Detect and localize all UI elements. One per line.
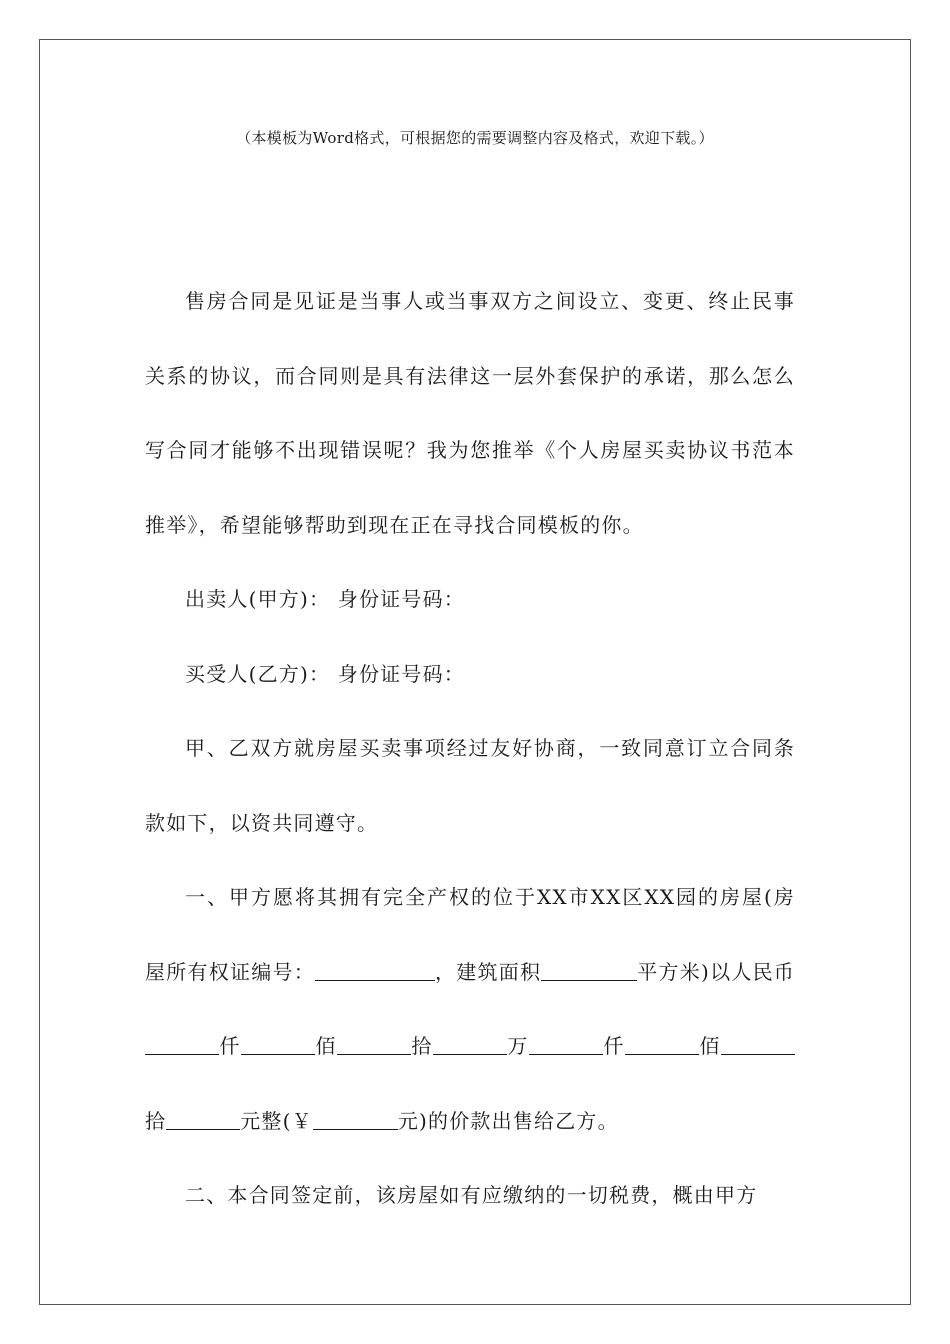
unit-bai: 佰	[315, 1034, 337, 1058]
clause-1-text-d: 元整(￥	[240, 1108, 313, 1133]
unit-wan: 万	[507, 1034, 529, 1058]
unit-qian-2: 仟	[603, 1034, 625, 1058]
price-bai-wan-blank[interactable]	[241, 1034, 315, 1055]
price-yuan-blank[interactable]	[166, 1109, 240, 1130]
floor-area-blank[interactable]	[541, 960, 637, 981]
clause-2: 二、本合同签定前，该房屋如有应缴纳的一切税费，概由甲方	[185, 1183, 758, 1207]
price-wan-blank[interactable]	[433, 1034, 507, 1055]
price-shi-blank[interactable]	[721, 1034, 795, 1055]
clause-1-text-c: 平方米)以人民币	[637, 959, 796, 984]
clause-1	[145, 860, 795, 1158]
template-notice: （本模板为Word格式，可根据您的需要调整内容及格式，欢迎下载。）	[236, 129, 714, 147]
agreement-paragraph: 甲、乙双方就房屋买卖事项经过友好协商，一致同意订立合同条款如下，以资共同遵守。	[145, 736, 795, 835]
buyer-line: 买受人(乙方)： 身份证号码：	[185, 661, 465, 686]
clause-1-text-a: 一、甲方愿将其拥有完全产权的位于XX市XX区XX园的房屋(房屋所有权证编号：	[145, 885, 795, 984]
seller-line: 出卖人(甲方)： 身份证号码：	[185, 587, 465, 611]
price-qian-blank[interactable]	[529, 1034, 603, 1055]
unit-shi: 拾	[411, 1034, 433, 1058]
unit-shi-2: 拾	[145, 1108, 167, 1133]
intro-paragraph: 售房合同是见证是当事人或当事双方之间设立、变更、终止民事关系的协议，而合同则是具有法律这一层外套保护的承诺，那么怎么写合同才能够不出现错误呢？我为您推举《个人房屋买卖协议书范本推举》，希望能够帮助到现在正在寻找合同模板的你。	[145, 289, 795, 537]
price-figure-blank[interactable]	[313, 1109, 398, 1130]
unit-qian: 仟	[219, 1034, 241, 1058]
clause-1-text-b: ，建筑面积	[434, 959, 542, 984]
clause-1-text-e: 元)的价款出售给乙方。	[397, 1108, 619, 1133]
price-bai-blank[interactable]	[625, 1034, 699, 1055]
price-qian-wan-blank[interactable]	[145, 1034, 219, 1055]
price-shi-wan-blank[interactable]	[337, 1034, 411, 1055]
unit-bai-2: 佰	[699, 1034, 721, 1058]
certificate-number-blank[interactable]	[315, 960, 435, 981]
contract-body	[145, 264, 795, 1233]
